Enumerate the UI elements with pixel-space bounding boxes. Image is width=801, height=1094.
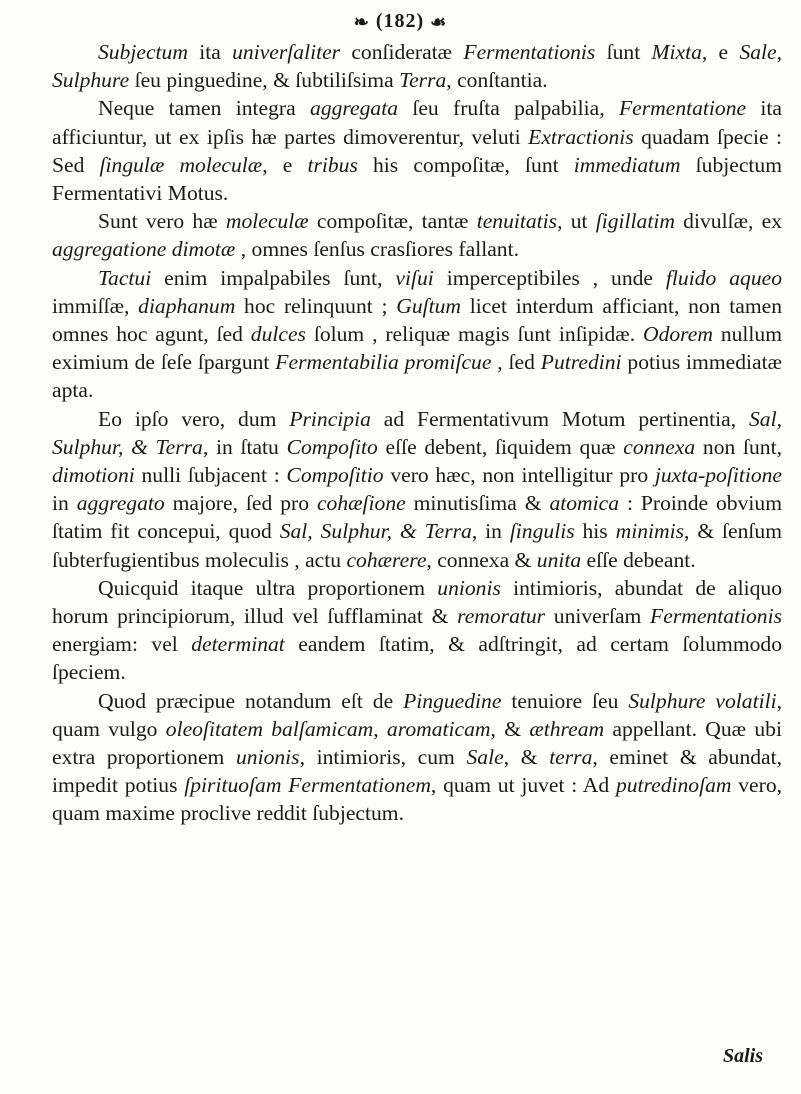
italic-text: unionis bbox=[437, 575, 501, 600]
italic-text: dimotioni bbox=[52, 463, 135, 488]
italic-text: Sulphure volatili bbox=[628, 688, 777, 713]
text-run: eandem ſtatim, & adſtringit, ad certam ſolummodo ſpeciem. bbox=[52, 632, 783, 685]
italic-text: univerſaliter bbox=[232, 40, 341, 64]
paragraph bbox=[52, 574, 782, 687]
text-run: ita afficiuntur, ut ex ipſis hæ partes dimoverentur, veluti bbox=[52, 96, 783, 149]
text-run: , omnes ſenſus crasſiores fallant. bbox=[235, 237, 519, 262]
italic-text: tenuitatis bbox=[476, 209, 558, 234]
text-run: quadam ſpecie : Sed bbox=[52, 124, 782, 177]
text-run: , in bbox=[471, 519, 510, 544]
text-run: vero, quam maxime proclive reddit ſubjectum. bbox=[52, 773, 783, 826]
italic-text: viſui bbox=[395, 265, 434, 290]
text-run: , eminet & abundat, impedit potius bbox=[52, 745, 783, 798]
italic-text: atomica bbox=[549, 491, 620, 516]
italic-text: Compoſito bbox=[286, 434, 378, 459]
italic-text: ſingulæ moleculæ bbox=[99, 152, 263, 177]
text-run: univerſam bbox=[545, 604, 651, 629]
italic-text: æthream bbox=[529, 716, 605, 741]
text-run: , connexa & bbox=[426, 547, 537, 572]
text-run: Quicquid itaque ultra proportionem bbox=[98, 575, 438, 600]
text-run: vero hæc, non intelligitur pro bbox=[383, 463, 655, 488]
italic-text: juxta-poſitione bbox=[654, 463, 782, 488]
text-run: : Proinde obvium ſtatim fit concepui, quod bbox=[52, 491, 782, 544]
text-run: enim impalpabiles ſunt, bbox=[151, 265, 396, 290]
text-run: immiſſæ, bbox=[52, 293, 139, 318]
page-header bbox=[0, 10, 801, 33]
italic-text: Terra bbox=[399, 68, 447, 93]
italic-text: ſpirituoſam Fermentationem bbox=[184, 773, 431, 798]
italic-text: Sal, Sulphur, & Terra bbox=[279, 519, 472, 544]
italic-text: Fermentationis bbox=[463, 40, 596, 64]
italic-text: Principia bbox=[289, 406, 371, 431]
italic-text: cohærere bbox=[346, 547, 427, 572]
text-run: , e bbox=[262, 152, 308, 177]
text-run: non ſunt, bbox=[695, 434, 782, 459]
italic-text: Mixta bbox=[651, 40, 702, 64]
italic-text: oleoſitatem balſamicam, aromaticam bbox=[165, 716, 491, 741]
text-run: ad Fermentativum Motum pertinentia, bbox=[370, 406, 749, 431]
italic-text: Subjectum bbox=[98, 40, 188, 64]
italic-text: determinat bbox=[191, 632, 285, 657]
text-run: ſolum , reliquæ magis ſunt inſipidæ. bbox=[305, 322, 643, 347]
italic-text: Extractionis bbox=[528, 124, 634, 149]
text-run: ſeu fruſta palpabilia, bbox=[398, 96, 619, 121]
text-run: licet interdum afficiant, non tamen omnes hoc agunt, ſed bbox=[52, 293, 782, 347]
text-run: appellant. Quæ ubi extra proportionem bbox=[52, 716, 782, 770]
text-run: intimioris, abundat de aliquo horum principiorum, illud vel ſufflaminat & bbox=[52, 575, 782, 629]
paragraph bbox=[52, 264, 782, 405]
italic-text: Pinguedine bbox=[403, 688, 502, 713]
text-run: nullum eximium de ſeſe ſpargunt bbox=[52, 322, 783, 375]
text-run: energiam: vel bbox=[52, 632, 192, 657]
text-run: , in ſtatu bbox=[202, 434, 287, 459]
italic-text: Sale bbox=[466, 745, 504, 770]
italic-text: moleculæ bbox=[225, 209, 309, 234]
text-run: divulſæ, ex bbox=[674, 209, 782, 234]
text-run: conſideratæ bbox=[340, 40, 464, 64]
italic-text: Fermentationis bbox=[650, 604, 782, 629]
text-run: , ut bbox=[557, 209, 596, 234]
text-run: , & bbox=[503, 745, 550, 770]
page-number: (182) bbox=[375, 10, 425, 32]
italic-text: unionis bbox=[236, 745, 300, 770]
text-run: , & ſenſum ſubterfugientibus moleculis , actu bbox=[52, 519, 782, 572]
text-run: his bbox=[574, 519, 616, 544]
italic-text: dulces bbox=[250, 322, 306, 347]
catchword: Salis bbox=[722, 1045, 763, 1067]
body-text bbox=[52, 38, 782, 828]
text-run: ſubjectum Fermentativi Motus. bbox=[52, 152, 782, 206]
text-run: nulli ſubjacent : bbox=[134, 463, 287, 488]
right-ornament-icon: ☙ bbox=[430, 11, 448, 32]
text-run: ita bbox=[187, 40, 233, 64]
text-run: eſſe debeant. bbox=[581, 547, 696, 572]
text-run: minutisſima & bbox=[405, 491, 550, 516]
text-run: compoſitæ, tantæ bbox=[308, 209, 477, 234]
italic-text: connexa bbox=[623, 434, 696, 459]
text-run: , e bbox=[701, 40, 740, 64]
text-run: Quod præcipue notandum eſt de bbox=[98, 688, 404, 713]
text-run: potius immediatæ apta. bbox=[52, 350, 782, 403]
italic-text: ſingulis bbox=[509, 519, 575, 544]
text-run: , intimioris, cum bbox=[299, 745, 467, 770]
italic-text: minimis bbox=[615, 519, 685, 544]
italic-text: Fermentatione bbox=[618, 96, 747, 121]
italic-text: cohæſione bbox=[316, 491, 406, 516]
italic-text: aggregata bbox=[310, 96, 398, 121]
text-run: eſſe debent, ſiquidem quæ bbox=[377, 434, 624, 459]
paragraph bbox=[52, 687, 782, 828]
text-run: , quam ut juvet : Ad bbox=[430, 773, 616, 798]
text-run: , ſed bbox=[491, 350, 541, 375]
text-run: Neque tamen integra bbox=[98, 96, 311, 121]
italic-text: remoratur bbox=[457, 604, 546, 629]
italic-text: Guſtum bbox=[396, 293, 462, 318]
italic-text: aggregato bbox=[76, 491, 165, 516]
italic-text: Sal, Sulphur, & Terra bbox=[52, 406, 782, 459]
text-run: majore, ſed pro bbox=[164, 491, 317, 516]
italic-text: ſigillatim bbox=[595, 209, 675, 234]
italic-text: immediatum bbox=[573, 152, 681, 177]
italic-text: Sale, Sulphure bbox=[52, 40, 783, 93]
italic-text: terra bbox=[549, 745, 593, 770]
paragraph bbox=[52, 207, 782, 263]
italic-text: putredinoſam bbox=[615, 773, 732, 798]
text-run: ſeu pinguedine, & ſubtiliſsima bbox=[129, 68, 400, 93]
italic-text: fluido aqueo bbox=[665, 265, 782, 290]
text-run: his compoſitæ, ſunt bbox=[357, 152, 574, 177]
text-run: imperceptibiles , unde bbox=[433, 265, 666, 290]
italic-text: Putredini bbox=[540, 350, 622, 375]
paragraph bbox=[52, 94, 782, 207]
text-run: ſunt bbox=[595, 40, 652, 64]
italic-text: Compoſitio bbox=[286, 463, 384, 488]
text-run: hoc relinquunt ; bbox=[235, 293, 397, 318]
left-ornament-icon: ❧ bbox=[353, 11, 370, 32]
italic-text: aggregatione dimotæ bbox=[52, 237, 236, 262]
text-run: , & bbox=[490, 716, 530, 741]
text-run: Eo ipſo vero, dum bbox=[98, 406, 290, 431]
italic-text: unita bbox=[536, 547, 582, 572]
italic-text: Odorem bbox=[642, 322, 713, 347]
paragraph bbox=[52, 405, 782, 574]
italic-text: diaphanum bbox=[138, 293, 236, 318]
text-run: , conſtantia. bbox=[446, 68, 548, 93]
text-run: in bbox=[52, 491, 77, 516]
italic-text: tribus bbox=[307, 152, 358, 177]
text-run: , quam vulgo bbox=[52, 688, 783, 741]
text-run: tenuiore ſeu bbox=[501, 688, 629, 713]
italic-text: Tactui bbox=[98, 265, 152, 290]
italic-text: Fermentabilia promiſcue bbox=[275, 350, 492, 375]
paragraph bbox=[52, 38, 782, 94]
text-run: Sunt vero hæ bbox=[98, 209, 226, 234]
